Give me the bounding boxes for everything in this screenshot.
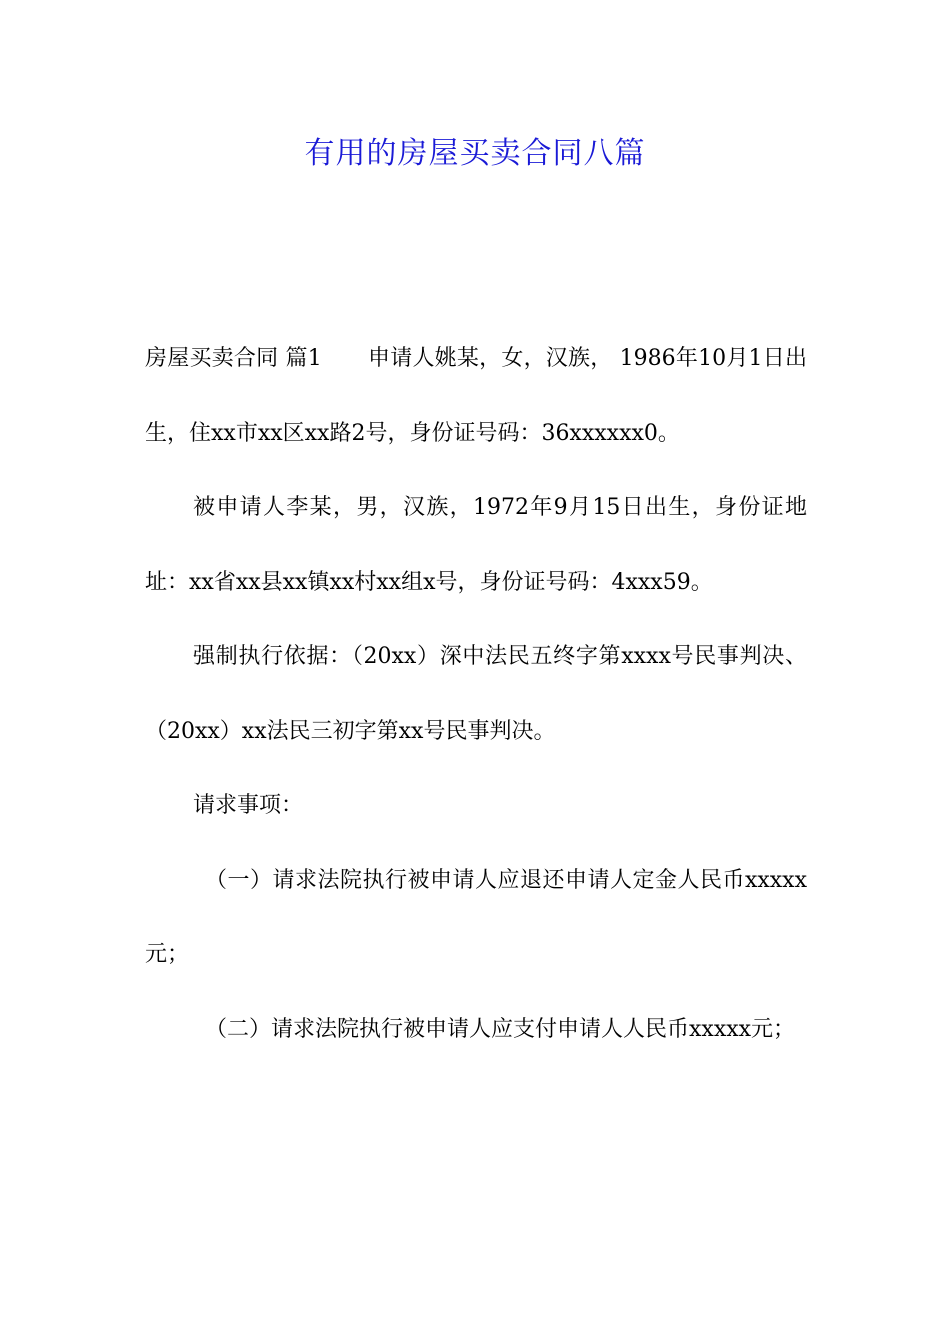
section-heading: 房屋买卖合同 篇1 (145, 346, 322, 371)
paragraph-request-1: （一）请求法院执行被申请人应退还申请人定金人民币xxxxx元； (145, 867, 807, 967)
paragraph-applicant-text: 申请人姚某，女，汉族， 1986年10月1日出生，住xx市xx区xx路2号，身份证号码：36xxxxxx0。 (145, 346, 807, 446)
paragraph-respondent: 被申请人李某，男，汉族，1972年9月15日出生，身份证地址：xx省xx县xx镇xx村xx组x号，身份证号码：4xxx59。 (145, 495, 807, 595)
document-title: 有用的房屋买卖合同八篇 (304, 136, 646, 171)
paragraph-applicant (145, 322, 807, 471)
paragraph-request-2: （二）请求法院执行被申请人应支付申请人人民币xxxxx元； (205, 1016, 796, 1042)
paragraph-enforcement-basis: 强制执行依据：（20xx）深中法民五终字第xxxx号民事判决、（20xx）xx法民三初字第xx号民事判决。 (145, 644, 807, 744)
document-body (145, 322, 807, 1067)
paragraph-requests-heading: 请求事项： (193, 793, 304, 818)
